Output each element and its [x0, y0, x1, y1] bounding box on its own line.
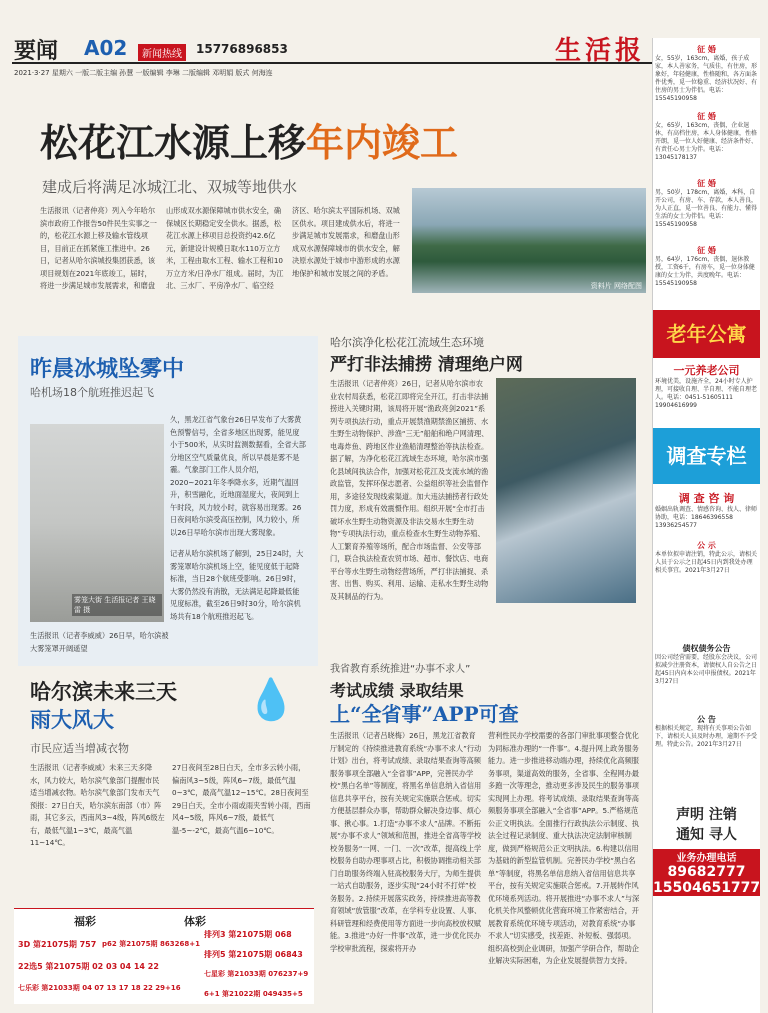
senior-ad-text: 环境优美，设施齐全，24小时专人护理，可接收自理、半自理、不能自理老人。电话：0451-51605111 19904616999 — [655, 378, 758, 409]
marriage-ad-text: 男，50岁，178cm，离婚，本科，自开公司，有房、车、存款，本人善良，为人正直，觅一位善良、有能力、懂得生活的女士为伴侣。电话：15545190958 — [655, 189, 758, 228]
marriage-ad-text: 女，55岁，163cm，离婚，孩子成家，本人善家务，气质佳，有住房，形象好，年轻健康，性格随和，各方面条件优秀，觅一位稳重、经济状况好、有住房的男士为伴侣。电话：15545190958 — [655, 55, 758, 102]
eco-body: 生活报讯（记者仲亮）26日，记者从哈尔滨市农业农村局获悉，松花江即将完全开江，打击非法捕捞进入关键时期，该局将开展“渔政亮剑2021”系列专项执法行动，重点开展禁渔期禁渔区捕捞、水生野生动物保护、涉渔“三无”船舶和绝户网清理、电毒炸鱼、跨地区作业渔船清理整治等执法检查。据了解，为净化松花江流域生态环境，哈尔滨市强化县域间执法合作，加强对松花江及支流水域的渔政监管，发挥环保志愿者、公益组织等社会监督作用，多途径发现线索渠道。加大违法捕捞者行政处罚力度，形成有效震慑作用。组织开展“全市打击破坏水生野生动物资源及非法交易水生野生动物”专项执法行动，重点检查水生野生动物养殖、人工繁育养殖等场所，配合市场监督、公安等部门，联合执法检查农贸市场、超市、餐饮店、电商平台等水生野生动物经营场所，严打非法捕捉、杀害、出售、购买、利用、运输、走私水生野生动物及其制品的行为。 — [330, 379, 489, 601]
consult-title: 调 查 咨 询 — [678, 492, 735, 505]
lottery-box — [14, 908, 314, 1004]
classified-ads-column — [652, 38, 760, 1013]
weather-headline-a: 哈尔滨未来三天 — [30, 679, 177, 704]
fog-column-2: 记者从哈尔滨机场了解到，25日24时，大雾笼罩哈尔滨机场上空，能见度低于起降标准，当日28个航班受影响。26日9时，大雾仍然没有消散，无法满足起降最低能见度标准，截至26日9时30分，哈尔滨机场共有18个航班推迟起飞。 — [170, 549, 304, 621]
lead-subtitle: 建成后将满足冰城江北、双城等地供水 — [42, 178, 298, 196]
marriage-ad-text: 男，64岁，176cm，丧偶，退休教授，工资6千，有房车，觅一位身体健康的女士为伴，共度晚年。电话：15545190958 — [655, 256, 755, 287]
section-title: 要闻 — [14, 38, 59, 64]
hotline-number: 15776896853 — [196, 42, 288, 56]
issue-meta: 2021·3·27 星期六 一版二版主编 孙慧 一版编辑 李琳 二版编辑 邓明娟 版式 何海连 — [14, 69, 273, 77]
lottery-row: 6+1 第21022期 049435+5 — [204, 990, 303, 998]
fishing-net-photo — [496, 378, 636, 603]
welfare-lottery-title: 福彩 — [74, 915, 96, 928]
fog-headline: 昨晨冰城坠雾中 — [30, 356, 185, 382]
lottery-row: p62 第21075期 863268+1 — [102, 940, 200, 948]
weather-column-2: 27日夜间至28日白天，全市多云转小雨，偏南风3~5级，阵风6~7级，最低气温0~3℃，最高气温12~15℃。28日夜间至29日白天，全市小雨或雨夹雪转小雨，西南风4~5级，阵风6~7级，最低气温-5~-2℃，最高气温6~10℃。 — [172, 763, 311, 835]
page-number: A02 — [84, 36, 128, 60]
fog-column-1: 久，黑龙江省气象台26日早发布了大雾黄色预警信号，全省多地区出现雾，能见度小于500米，从实时监测数据看，全省大部分地区空气质量优良，所以早晨是雾不是霾。气象部门工作人员介绍，2020~2021年冬季降水多，近期气温回升，积雪融化，近地面湿度大，夜间到上午时段，风力较小时，就容易出现雾。26日夜间哈尔滨受高压控制，风力较小，所以26日早哈尔滨市出现大雾现象。 — [170, 415, 306, 537]
marriage-ad-title: 征 婚 — [697, 112, 716, 121]
eco-headline: 严打非法捕捞 清理绝户网 — [330, 355, 523, 375]
fog-subtitle: 哈机场18个航班推迟起飞 — [30, 386, 154, 399]
notice-text: 本单位拟申请注销，特此公示，请相关人员于公示之日起45日内到我处办理相关事宜。2021年3月27日 — [655, 551, 758, 574]
sports-lottery-title: 体彩 — [184, 915, 206, 928]
lottery-row: 22选5 第21075期 02 03 04 14 22 — [18, 962, 159, 971]
raindrop-icon: 💧 — [246, 677, 296, 723]
service-phone-label: 业务办理电话 — [653, 849, 760, 864]
service-phone-1: 89682777 — [653, 864, 760, 880]
newspaper-logo: 生活报 — [555, 36, 646, 66]
eco-kicker: 哈尔滨净化松花江流域生态环境 — [330, 336, 484, 349]
debt-notice-title: 债权债务公告 — [682, 644, 731, 653]
senior-apartment-banner: 老年公寓 — [653, 310, 760, 358]
lottery-row: 七乐彩 第21033期 04 07 13 17 18 22 29+16 — [18, 984, 181, 992]
edu-column-1: 生活报讯（记者吕晓梅）26日，黑龙江省教育厅制定的《持续推进教育系统“办事不求人”行动计划》出台，将考试成绩、录取结果查询等高频服务事项全部融入“全省事”APP，完善民办学校“黑白名单”等制度，将黑名单信息纳入省信用信息共享平台，按有关规定实施联合惩戒。切实方便基层群众办事，帮助群众解决身边事、烦心事、揪心事。1.打造“办事不求人”品牌。不断拓展“办事不求人”领域和范围，推进全省高等学校校务服务“一网、一门、一次”改革，提高线上学校服务自助办理事项占比，积极协调推动相关部门自助服务终端入驻高校服务大厅，为师生提供一站式自助服务，逐步实现“24小时不打烊”校务服务。2.持续开展落实政务，持续推进高等教育领域“放管服”改革，在学科专业设置、人事、科研管理和经费使用等方面进一步向高校放权赋能。3.推进“办好一件事”改革，进一步优化民办学校审批流程，探索将开办 — [330, 731, 482, 953]
lead-headline-part-a: 松花江水源上移 — [40, 120, 307, 165]
marriage-ad-title: 征 婚 — [697, 45, 716, 54]
marriage-ad-title: 征 婚 — [697, 179, 716, 188]
lead-headline — [40, 112, 458, 167]
lottery-row: 3D 第21075期 757 — [18, 940, 97, 949]
lead-headline-part-b: 年内竣工 — [306, 120, 459, 165]
lottery-row: 排列5 第21075期 06843 — [204, 950, 303, 959]
edu-kicker: 我省教育系统推进“办事不求人” — [330, 664, 471, 675]
notice-text: 根据相关规定，现将有关事项公告如下，请相关人员及时办理，逾期不予受理。特此公告。2021年3月27日 — [655, 725, 758, 748]
senior-company-name: 一元养老公司 — [673, 364, 740, 377]
lead-column-2: 山形成双水源保障城市供水安全，确保城区长期稳定安全供水。据悉，松花江水源上移项目总投资约42.6亿元，新建设计规模日取水110万立方米，工程由取水工程、输水工程和10万立方米/日净水厂组成。届时，为江北、三水厂、平房净水厂、临空经 — [166, 206, 284, 290]
fog-photo — [30, 424, 164, 622]
lottery-row: 七星彩 第21033期 076237+9 — [204, 970, 309, 978]
survey-column-banner: 调查专栏 — [653, 428, 760, 484]
service-categories: 声明 注销 通知 寻人 — [676, 807, 737, 843]
weather-subtitle: 市民应适当增减衣物 — [30, 742, 129, 755]
marriage-ad-title: 征 婚 — [697, 246, 716, 255]
debt-notice-text: 因公司经营需要，经股东会决议，公司拟减少注册资本，请债权人自公告之日起45日内向本公司申报债权。2021年3月27日 — [655, 654, 758, 685]
consult-text: 婚姻出轨调查、情感咨询、找人、律师协助，电话：18646396558 13936254577 — [655, 506, 758, 529]
edu-headline-2: 上“全省事”APP可查 — [330, 702, 519, 726]
weather-headline-b: 雨大风大 — [30, 707, 114, 732]
lead-column-3: 济区、哈尔滨太平国际机场、双城区供水。项目建成供水后，将进一步满足城市发展需求，和磨盘山形成双水源保障城市的供水安全，解决原水源处于城市中游形成的水源地保护和城市发展之间的矛盾。 — [292, 206, 400, 278]
service-phone-2: 15504651777 — [653, 880, 761, 896]
edu-column-2: 营利性民办学校需要的各部门审批事项整合优化为同标准办理的“一件事”。4.提升网上政务服务能力。进一步推进移动端办理，持续优化高频服务事项，渠道高效的服务，全省事、全程网办最多跑一次等理念，推动更多涉及民生的服务事项实现网上办理。将考试成绩、录取结果查询等高频服务事项全部融入“全省事”APP。5.严格规范公正文明执法。全面推行行政执法公示制度、执法全过程记录制度、重大执法决定法制审核制度，做到严格规范公正文明执法。6.构建以信用为基础的新型监管机制。完善民办学校“黑白名单”等制度，将黑名单信息纳入省信用信息共享平台，按有关规定实施联合惩戒。7.开展转作风优环境系列活动。将开展推进“办事不求人”与深化机关作风整顿优化营商环境工作紧密结合，开展教育系统优环境专项活动，对教育系统“办事不求人”切实感受，找差距、补短板、强弱项。组织高校到企业调研，加强产学研合作，帮助企业解决实际困难，为企业发展提供智力支持。 — [488, 731, 640, 965]
lottery-row: 排列3 第21075期 068 — [204, 930, 292, 939]
notice-title: 公 告 — [697, 715, 716, 724]
marriage-ad-text: 女，65岁，163cm，丧偶，企业退休，有高档住房，本人身体健康，性格开朗，觅一位人好健康、经济条件好、有责任心男士为伴。电话：13045178137 — [655, 122, 758, 161]
fog-lead-caption: 生活报讯（记者李威威）26日早，哈尔滨被大雾笼罩开阔遥望 — [30, 631, 169, 653]
edu-headline: 考试成绩 录取结果 — [330, 681, 464, 700]
weather-column-1: 生活报讯（记者李威威）未来三天多降水，风力较大，哈尔滨气象部门提醒市民适当增减衣物。哈尔滨气象部门发布天气预报：27日白天，哈尔滨东南部（市）阵雨，其它多云，西南风3~4级，阵风6级左右，最低气温1~3℃，最高气温11~14℃。 — [30, 763, 165, 847]
notice-title: 公 示 — [697, 541, 716, 550]
reservoir-photo-caption: 资料片 网络配图 — [590, 282, 642, 290]
fog-photo-caption: 雾笼大街 生活报记者 王晓雷 摄 — [72, 594, 162, 616]
lead-column-1: 生活报讯（记者仲亮）列入今年哈尔滨市政府工作报告50件民生实事之一的，松花江水源上移及输水管线项目，目前正在抓紧施工推进中。26日，记者从哈尔滨城投集团获悉，该项目规划在2021年底竣工，届时，将进一步满足城市发展需求，和磨盘 — [40, 206, 157, 290]
hotline-label: 新闻热线 — [138, 44, 186, 61]
reservoir-photo — [412, 188, 646, 293]
